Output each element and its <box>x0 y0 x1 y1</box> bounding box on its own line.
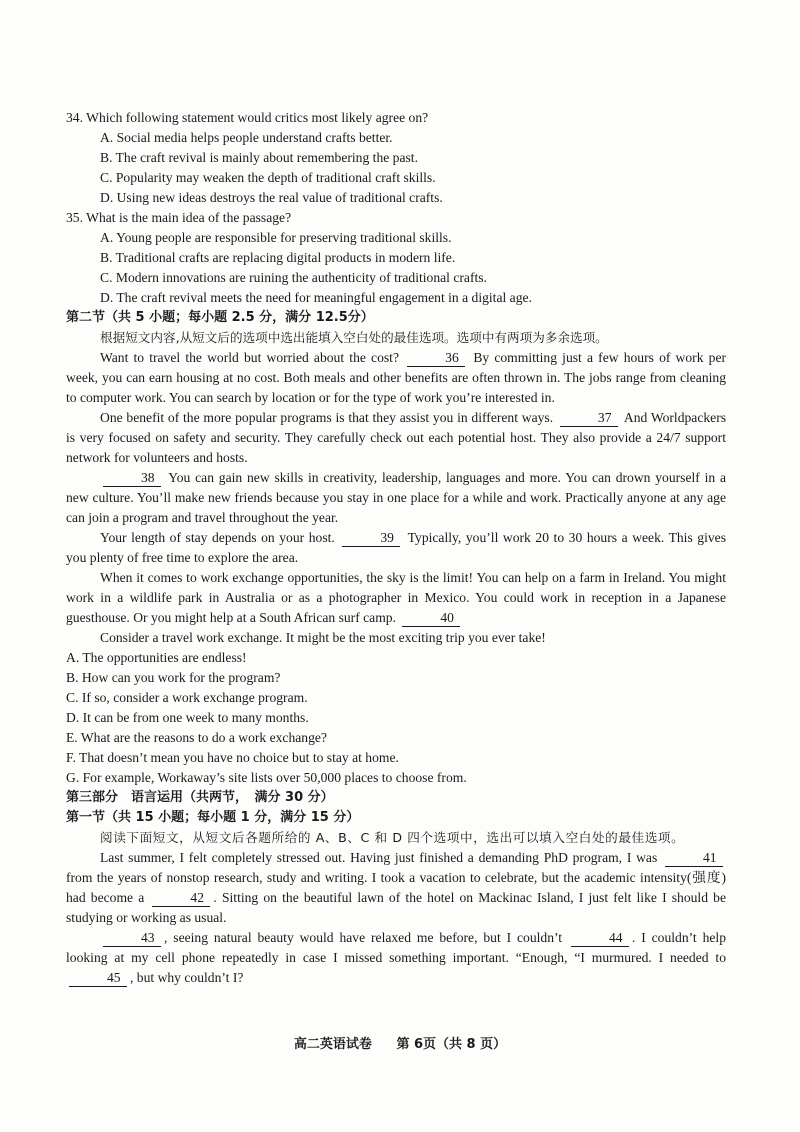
paragraph-text: . Sitting on the beautiful lawn of the hotel on Mackinac Island, I just felt like I should be studying or working as usual. <box>66 890 726 925</box>
question-34-option-b: B. The craft revival is mainly about remembering the past. <box>100 150 418 165</box>
paragraph-text: , but why couldn’t I? <box>130 970 244 985</box>
choice-b: B. How can you work for the program? <box>66 670 281 685</box>
page-footer <box>0 1033 800 1052</box>
blank-41[interactable]: 41 <box>665 850 723 867</box>
blank-43[interactable]: 43 <box>103 930 161 947</box>
choice-c: C. If so, consider a work exchange program. <box>66 690 308 705</box>
question-34-stem: 34. Which following statement would critics most likely agree on? <box>66 110 429 125</box>
paragraph-text: , seeing natural beauty would have relaxed me before, but I couldn’t <box>164 930 563 945</box>
passage-paragraph-6: Consider a travel work exchange. It might be the most exciting trip you ever take! <box>100 630 546 645</box>
paragraph-text: One benefit of the more popular programs is that they assist you in different ways. <box>100 410 554 425</box>
part-3-instruction: 阅读下面短文，从短文后各题所给的 A、B、C 和 D 四个选项中，选出可以填入空白处的最佳选项。 <box>100 830 685 845</box>
footer-page-number: 第 6页（共 8 页） <box>396 1037 507 1052</box>
question-35-option-a: A. Young people are responsible for preserving traditional skills. <box>100 230 452 245</box>
passage-paragraph-1 <box>66 348 726 408</box>
question-34-option-a: A. Social media helps people understand crafts better. <box>100 130 393 145</box>
blank-37[interactable]: 37 <box>560 410 618 427</box>
paragraph-text: Your length of stay depends on your host. <box>100 530 335 545</box>
paragraph-text: When it comes to work exchange opportunities, the sky is the limit! You can help on a farm in Ireland. You might work in a wildlife park in Australia or as a photographer in Mexico. You could work in reception in a Japanese guesthouse. Or you might help at a South African surf camp. <box>66 570 726 625</box>
choice-f: F. That doesn’t mean you have no choice but to stay at home. <box>66 750 399 765</box>
paragraph-text: Last summer, I felt completely stressed out. Having just finished a demanding PhD program, I was <box>100 850 658 865</box>
paragraph-text: . I couldn’t help looking at my cell phone repeatedly in case I missed something important. “Enough, “I murmured. I needed to <box>66 930 726 965</box>
question-35-stem: 35. What is the main idea of the passage? <box>66 210 292 225</box>
passage-paragraph-2 <box>66 408 726 468</box>
paragraph-text: You can gain new skills in creativity, leadership, languages and more. You can drown yourself in a new culture. You’ll make new friends because you stay in one place for a while and work. Practically anyone at any age can join a program and travel throughout the year. <box>66 470 726 525</box>
blank-38[interactable]: 38 <box>103 470 161 487</box>
question-35-option-c: C. Modern innovations are ruining the authenticity of traditional crafts. <box>100 270 487 285</box>
blank-45[interactable]: 45 <box>69 970 127 987</box>
choice-d: D. It can be from one week to many months. <box>66 710 309 725</box>
paragraph-text: Want to travel the world but worried about the cost? <box>100 350 399 365</box>
cloze-paragraph-2 <box>66 928 726 988</box>
part-3-sub-heading: 第一节（共 15 小题；每小题 1 分，满分 15 分） <box>66 810 360 825</box>
blank-44[interactable]: 44 <box>571 930 629 947</box>
paragraph-text: And Worldpackers is very focused on safety and security. They carefully check out each potential host. They also provide a 24/7 support network for volunteers and hosts. <box>66 410 727 465</box>
passage-paragraph-4 <box>66 528 726 568</box>
paragraph-text: from the years of nonstop research, study and writing. I took a vacation to celebrate, but the academic intensity(强度) had become a <box>66 870 726 905</box>
section-2-instruction: 根据短文内容,从短文后的选项中选出能填入空白处的最佳选项。选项中有两项为多余选项。 <box>100 330 608 345</box>
page-content <box>66 108 726 988</box>
choice-g: G. For example, Workaway’s site lists over 50,000 places to choose from. <box>66 770 467 785</box>
choice-e: E. What are the reasons to do a work exchange? <box>66 730 327 745</box>
question-35-option-b: B. Traditional crafts are replacing digital products in modern life. <box>100 250 456 265</box>
paragraph-text: Typically, you’ll work 20 to 30 hours a week. This gives you plenty of free time to explore the area. <box>66 530 726 565</box>
passage-paragraph-3 <box>66 468 726 528</box>
blank-39[interactable]: 39 <box>342 530 400 547</box>
section-2-heading: 第二节（共 5 小题；每小题 2.5 分，满分 12.5分） <box>66 310 374 325</box>
cloze-paragraph-1 <box>66 848 726 928</box>
blank-42[interactable]: 42 <box>152 890 210 907</box>
blank-40[interactable]: 40 <box>402 610 460 627</box>
question-35-option-d: D. The craft revival meets the need for meaningful engagement in a digital age. <box>100 290 532 305</box>
part-3-heading: 第三部分 语言运用（共两节， 满分 30 分） <box>66 790 334 805</box>
blank-36[interactable]: 36 <box>407 350 465 367</box>
question-34-option-d: D. Using new ideas destroys the real value of traditional crafts. <box>100 190 443 205</box>
passage-paragraph-5 <box>66 568 726 628</box>
question-34-option-c: C. Popularity may weaken the depth of traditional craft skills. <box>100 170 436 185</box>
footer-title: 高二英语试卷 <box>293 1037 372 1052</box>
paragraph-text: By committing just a few hours of work per week, you can earn housing at no cost. Both meals and other benefits are often thrown in. The jobs range from cleaning to computer work. You can search by location or for the type of work you’re interested in. <box>66 350 727 405</box>
choice-a: A. The opportunities are endless! <box>66 650 247 665</box>
